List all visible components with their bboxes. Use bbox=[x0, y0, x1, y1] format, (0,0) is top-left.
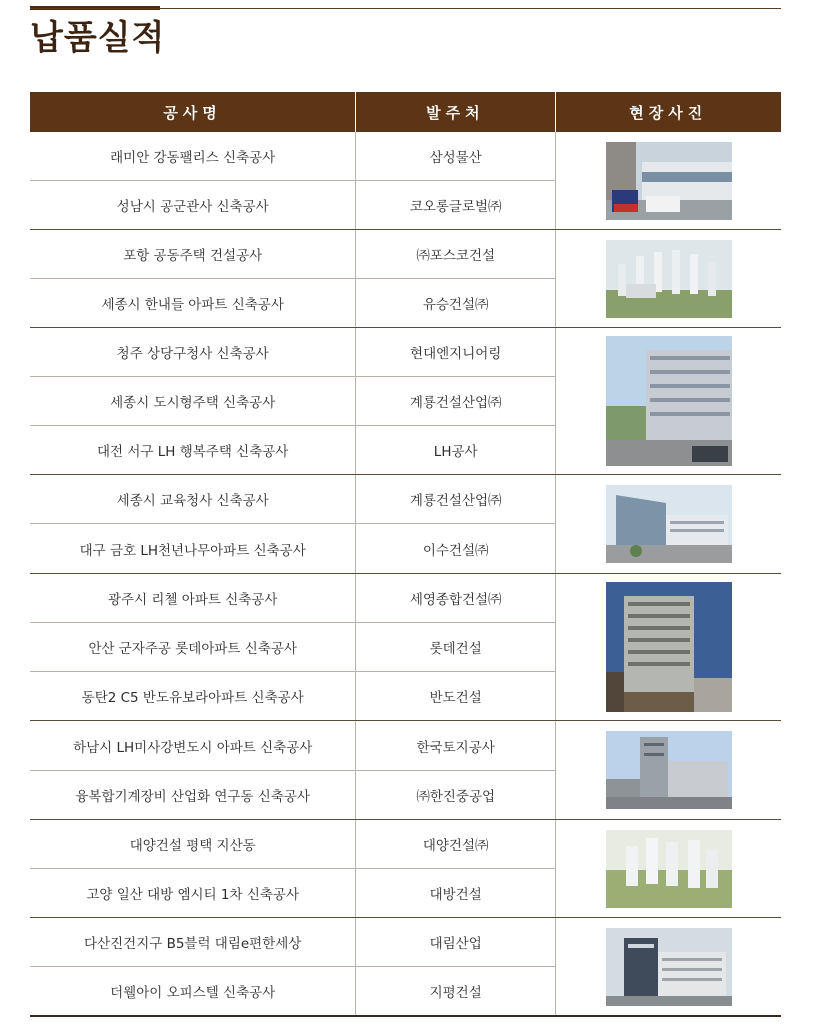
header-client: 발주처 bbox=[356, 92, 555, 132]
table-row bbox=[30, 328, 556, 377]
project-group bbox=[30, 328, 781, 475]
project-name: 대전 서구 LH 행복주택 신축공사 bbox=[30, 426, 356, 474]
client-name: 반도건설 bbox=[356, 672, 556, 720]
client-name: 삼성물산 bbox=[356, 132, 556, 180]
client-name: 대림산업 bbox=[356, 918, 556, 966]
project-name: 세종시 한내들 아파트 신축공사 bbox=[30, 279, 356, 327]
table-row bbox=[30, 623, 556, 672]
officetel-photo-icon bbox=[606, 928, 732, 1006]
site-photo bbox=[556, 574, 781, 720]
project-group bbox=[30, 132, 781, 230]
table-row bbox=[30, 771, 556, 819]
table-row bbox=[30, 574, 556, 623]
table-row bbox=[30, 967, 556, 1015]
table-header bbox=[30, 92, 781, 132]
table-row bbox=[30, 132, 556, 181]
project-name: 대양건설 평택 지산동 bbox=[30, 820, 356, 868]
header-project-name: 공사명 bbox=[30, 92, 356, 132]
project-name: 더웰아이 오피스텔 신축공사 bbox=[30, 967, 356, 1015]
client-name: 유승건설㈜ bbox=[356, 279, 556, 327]
table-row bbox=[30, 230, 556, 279]
project-group bbox=[30, 475, 781, 574]
project-group bbox=[30, 230, 781, 328]
site-photo bbox=[556, 475, 781, 573]
header-site-photo: 현장사진 bbox=[629, 103, 708, 122]
table-row bbox=[30, 869, 556, 917]
project-name: 동탄2 C5 반도유보라아파트 신축공사 bbox=[30, 672, 356, 720]
building-photo-icon bbox=[606, 142, 732, 220]
site-photo bbox=[556, 721, 781, 819]
site-photo bbox=[556, 230, 781, 327]
client-name: LH공사 bbox=[356, 426, 556, 474]
project-name: 성남시 공군관사 신축공사 bbox=[30, 181, 356, 229]
government-building-photo-icon bbox=[606, 485, 732, 563]
project-name: 세종시 도시형주택 신축공사 bbox=[30, 377, 356, 425]
table-row bbox=[30, 279, 556, 327]
table-row bbox=[30, 820, 556, 869]
client-name: 이수건설㈜ bbox=[356, 524, 556, 573]
table-row bbox=[30, 475, 556, 524]
client-name: 현대엔지니어링 bbox=[356, 328, 556, 376]
top-rule bbox=[30, 8, 781, 9]
client-name: 계룡건설산업㈜ bbox=[356, 377, 556, 425]
project-group bbox=[30, 918, 781, 1017]
client-name: 한국토지공사 bbox=[356, 721, 556, 770]
site-photo bbox=[556, 820, 781, 917]
tower-apartment-photo-icon bbox=[606, 582, 732, 712]
project-group bbox=[30, 721, 781, 820]
client-name: 지평건설 bbox=[356, 967, 556, 1015]
project-name: 융복합기계장비 산업화 연구동 신축공사 bbox=[30, 771, 356, 819]
client-name: 계룡건설산업㈜ bbox=[356, 475, 556, 523]
research-building-photo-icon bbox=[606, 731, 732, 809]
project-group bbox=[30, 574, 781, 721]
project-name: 다산진건지구 B5블럭 대림e편한세상 bbox=[30, 918, 356, 966]
table-row bbox=[30, 426, 556, 474]
client-name: 세영종합건설㈜ bbox=[356, 574, 556, 622]
project-name: 광주시 리첼 아파트 신축공사 bbox=[30, 574, 356, 622]
table-row bbox=[30, 524, 556, 573]
table-row bbox=[30, 918, 556, 967]
client-name: 롯데건설 bbox=[356, 623, 556, 671]
table-row bbox=[30, 181, 556, 229]
project-group bbox=[30, 820, 781, 918]
client-name: 코오롱글로벌㈜ bbox=[356, 181, 556, 229]
client-name: 대양건설㈜ bbox=[356, 820, 556, 868]
page-title: 납품실적 bbox=[30, 18, 166, 58]
delivery-record-table bbox=[30, 92, 781, 1017]
project-name: 청주 상당구청사 신축공사 bbox=[30, 328, 356, 376]
project-name: 래미안 강동팰리스 신축공사 bbox=[30, 132, 356, 180]
site-photo bbox=[556, 328, 781, 474]
project-name: 하남시 LH미사강변도시 아파트 신축공사 bbox=[30, 721, 356, 770]
table-row bbox=[30, 672, 556, 720]
office-building-photo-icon bbox=[606, 336, 732, 466]
apartment-complex-photo-icon bbox=[606, 240, 732, 318]
project-name: 대구 금호 LH천년나무아파트 신축공사 bbox=[30, 524, 356, 573]
table-row bbox=[30, 377, 556, 426]
project-name: 포항 공동주택 건설공사 bbox=[30, 230, 356, 278]
project-name: 세종시 교육청사 신축공사 bbox=[30, 475, 356, 523]
project-name: 고양 일산 대방 엠시티 1차 신축공사 bbox=[30, 869, 356, 917]
client-name: ㈜한진중공업 bbox=[356, 771, 556, 819]
table-row bbox=[30, 721, 556, 771]
project-name: 안산 군자주공 롯데아파트 신축공사 bbox=[30, 623, 356, 671]
site-photo bbox=[556, 918, 781, 1015]
client-name: 대방건설 bbox=[356, 869, 556, 917]
apartment-rendering-photo-icon bbox=[606, 830, 732, 908]
site-photo bbox=[556, 132, 781, 229]
client-name: ㈜포스코건설 bbox=[356, 230, 556, 278]
